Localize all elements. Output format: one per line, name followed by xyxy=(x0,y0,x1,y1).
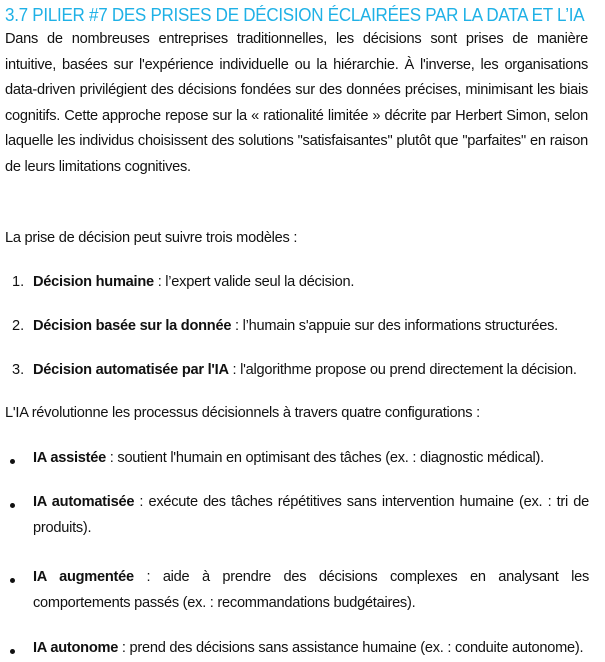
configuration-description: : soutient l'humain en optimisant des tâches (ex. : diagnostic médical). xyxy=(105,450,544,466)
bullet-icon xyxy=(10,578,15,583)
bullet-icon xyxy=(10,459,15,464)
configuration-term: IA augmentée xyxy=(33,569,134,585)
models-intro: La prise de décision peut suivre trois modèles : xyxy=(5,230,298,246)
model-term: Décision humaine xyxy=(33,274,154,290)
model-description: : l’expert valide seul la décision. xyxy=(153,274,355,290)
list-number: 1. xyxy=(12,274,25,290)
configurations-intro: L'IA révolutionne les processus décisionnels à travers quatre configurations : xyxy=(5,405,480,421)
model-description: : l’humain s'appuie sur des informations structurées. xyxy=(231,318,558,334)
intro-paragraph: Dans de nombreuses entreprises traditionnelles, les décisions sont prises de manière intuitive, basées sur l'expérience individuelle ou la hiérarchie. À l'inverse, les organisations data-driven privilégient des décisions fondées sur des données précises, minimisant les biais cognitifs. Cette approche repose sur la « rationalité limitée » décrite par Herbert Simon, selon laquelle les individus choisissent des solutions "satisfaisantes" plutôt que "parfaites" en raison de leurs limitations cognitives. xyxy=(5,31,588,175)
bullet-icon xyxy=(10,649,15,654)
model-description: : l'algorithme propose ou prend directement la décision. xyxy=(228,362,577,378)
section-heading: 3.7 PILIER #7 DES PRISES DE DÉCISION ÉCLAIRÉES PAR LA DATA ET L’IA xyxy=(5,4,585,25)
configuration-description: : exécute des tâches répétitives sans intervention humaine (ex. : tri de produits). xyxy=(33,494,589,536)
configuration-term: IA autonome xyxy=(33,640,119,656)
configuration-term: IA automatisée xyxy=(33,494,135,510)
configuration-description: : prend des décisions sans assistance humaine (ex. : conduite autonome). xyxy=(118,640,584,656)
configuration-description: : aide à prendre des décisions complexes en analysant les comportements passés (ex. : recommandations budgétaires). xyxy=(33,569,589,611)
model-term: Décision automatisée par l'IA xyxy=(33,362,229,378)
configuration-term: IA assistée xyxy=(33,450,106,466)
list-number: 2. xyxy=(12,318,25,334)
bullet-icon xyxy=(10,503,15,508)
model-term: Décision basée sur la donnée xyxy=(33,318,232,334)
list-number: 3. xyxy=(12,362,25,378)
